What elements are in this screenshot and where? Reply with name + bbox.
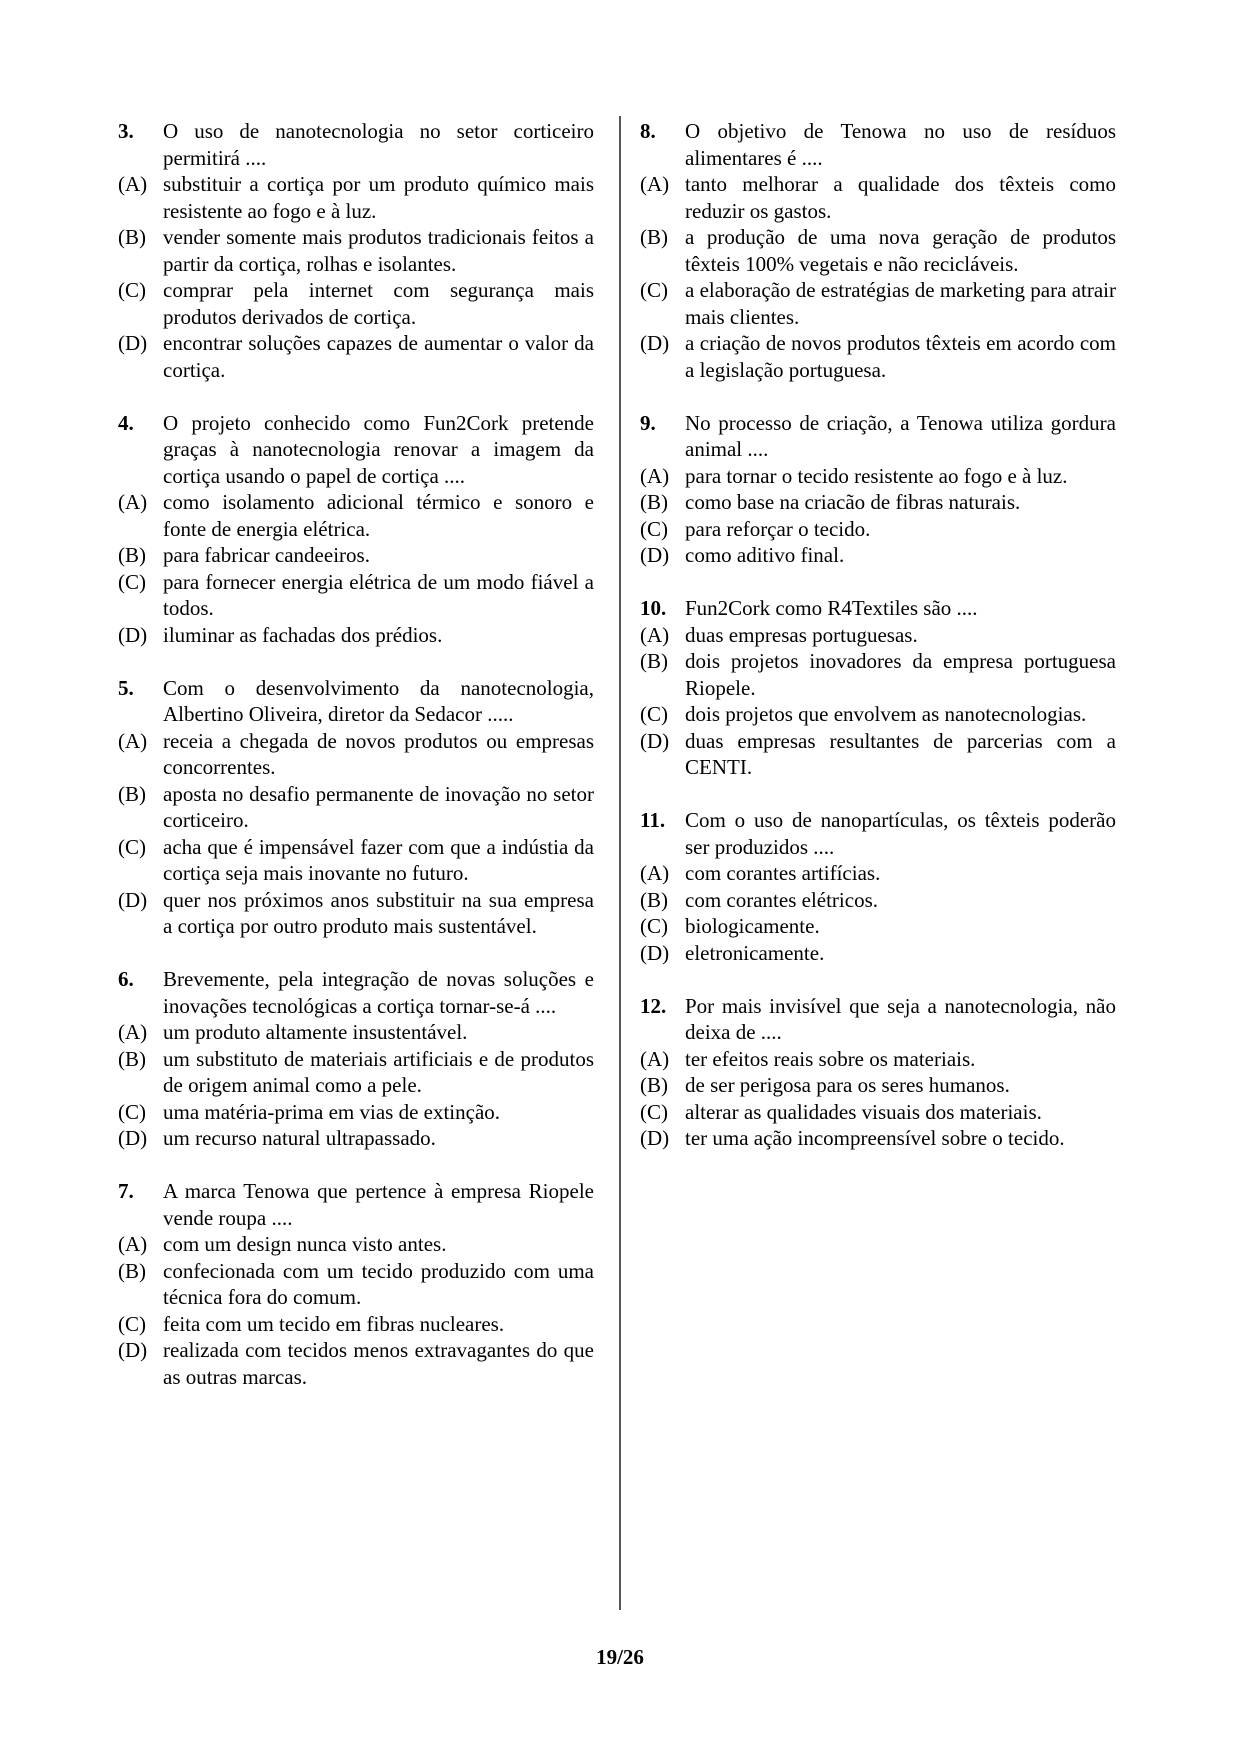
option-letter: (C) [640, 1099, 668, 1124]
answer-option [118, 489, 594, 542]
option-letter: (B) [640, 649, 668, 673]
answer-option [118, 781, 594, 834]
question-text: Com o uso de nanopartículas, os têxteis poderão ser produzidos .... [685, 808, 1116, 859]
option-text: realizada com tecidos menos extravagantes do que as outras marcas. [163, 1338, 594, 1389]
question-text: O uso de nanotecnologia no setor corticeiro permitirá .... [163, 119, 594, 170]
option-text: substituir a cortiça por um produto químico mais resistente ao fogo e à luz. [163, 172, 594, 223]
option-text: quer nos próximos anos substituir na sua empresa a cortiça por outro produto mais sustentável. [163, 887, 594, 938]
answer-option [640, 701, 1116, 728]
option-text: encontrar soluções capazes de aumentar o valor da cortiça. [163, 331, 594, 382]
option-text: duas empresas resultantes de parcerias com a CENTI. [685, 728, 1116, 779]
option-text: como base na criacão de fibras naturais. [685, 490, 1021, 514]
option-letter: (D) [640, 543, 670, 567]
answer-option [640, 913, 1116, 940]
question-number: 3. [118, 119, 134, 143]
option-letter: (D) [640, 728, 670, 753]
question-6 [118, 966, 594, 1152]
question-number: 6. [118, 967, 134, 991]
question-text: O projeto conhecido como Fun2Cork pretende graças à nanotecnologia renovar a imagem da cortiça usando o papel de cortiça .... [163, 410, 594, 488]
option-text: eletronicamente. [685, 940, 825, 965]
option-letter: (B) [640, 490, 668, 514]
question-number: 9. [640, 410, 656, 435]
option-text: a elaboração de estratégias de marketing para atrair mais clientes. [685, 278, 1116, 329]
answer-option [118, 171, 594, 224]
option-text: com corantes artifícias. [685, 861, 881, 885]
option-text: receia a chegada de novos produtos ou empresas concorrentes. [163, 728, 594, 779]
option-letter: (B) [640, 887, 668, 912]
answer-option [640, 648, 1116, 701]
answer-option [118, 277, 594, 330]
option-letter: (A) [118, 728, 148, 753]
option-letter: (C) [640, 516, 668, 541]
answer-option [640, 224, 1116, 277]
answer-option [640, 277, 1116, 330]
option-letter: (A) [640, 463, 670, 488]
option-letter: (B) [118, 543, 146, 567]
question-text: Com o desenvolvimento da nanotecnologia, Albertino Oliveira, diretor da Sedacor ..... [163, 675, 594, 726]
option-text: acha que é impensável fazer com que a indústia da cortiça seja mais inovante no futuro. [163, 834, 594, 885]
question-3 [118, 118, 594, 383]
answer-option [640, 1072, 1116, 1099]
option-text: confecionada com um tecido produzido com uma técnica fora do comum. [163, 1258, 594, 1309]
option-text: iluminar as fachadas dos prédios. [163, 622, 443, 647]
option-letter: (A) [118, 172, 148, 196]
option-letter: (A) [640, 622, 670, 647]
question-5 [118, 675, 594, 940]
page-number: 19/26 [596, 1645, 644, 1669]
answer-option [640, 1099, 1116, 1126]
answer-option [118, 1125, 594, 1152]
option-text: comprar pela internet com segurança mais produtos derivados de cortiça. [163, 278, 594, 329]
answer-option [118, 569, 594, 622]
answer-option [640, 489, 1116, 516]
option-letter: (C) [118, 834, 146, 859]
option-letter: (B) [640, 225, 668, 249]
question-text: Fun2Cork como R4Textiles são .... [685, 596, 978, 620]
answer-option [640, 940, 1116, 967]
option-letter: (A) [640, 1046, 670, 1071]
question-number: 10. [640, 596, 667, 620]
question-7 [118, 1178, 594, 1390]
option-letter: (D) [640, 331, 670, 355]
answer-option [118, 1099, 594, 1126]
question-number: 5. [118, 675, 134, 700]
option-letter: (A) [118, 490, 148, 514]
question-4 [118, 410, 594, 649]
option-text: ter efeitos reais sobre os materiais. [685, 1046, 976, 1071]
question-text: O objetivo de Tenowa no uso de resíduos alimentares é .... [685, 119, 1116, 170]
question-text: A marca Tenowa que pertence à empresa Riopele vende roupa .... [163, 1179, 594, 1230]
answer-option [640, 887, 1116, 914]
left-column [118, 118, 594, 1417]
answer-option [640, 542, 1116, 569]
answer-option [640, 728, 1116, 781]
answer-option [118, 1231, 594, 1258]
option-text: biologicamente. [685, 914, 820, 938]
answer-option [640, 860, 1116, 887]
option-text: como aditivo final. [685, 543, 845, 567]
answer-option [118, 887, 594, 940]
option-text: para fabricar candeeiros. [163, 543, 370, 567]
question-number: 4. [118, 410, 134, 435]
answer-option [118, 1337, 594, 1390]
option-letter: (B) [118, 1046, 146, 1071]
option-letter: (D) [640, 1126, 670, 1150]
question-9 [640, 410, 1116, 569]
option-text: um substituto de materiais artificiais e de produtos de origem animal como a pele. [163, 1046, 594, 1097]
option-text: com corantes elétricos. [685, 887, 878, 912]
answer-option [640, 1125, 1116, 1152]
answer-option [118, 1046, 594, 1099]
answer-option [640, 516, 1116, 543]
option-letter: (A) [118, 1232, 148, 1256]
question-11 [640, 807, 1116, 966]
answer-option [640, 463, 1116, 490]
question-8 [640, 118, 1116, 383]
option-letter: (D) [118, 331, 148, 355]
option-text: feita com um tecido em fibras nucleares. [163, 1311, 505, 1336]
answer-option [118, 622, 594, 649]
option-text: como isolamento adicional térmico e sonoro e fonte de energia elétrica. [163, 490, 594, 541]
option-letter: (D) [118, 887, 148, 912]
option-text: alterar as qualidades visuais dos materiais. [685, 1099, 1042, 1124]
option-text: um recurso natural ultrapassado. [163, 1126, 436, 1150]
option-text: vender somente mais produtos tradicionais feitos a partir da cortiça, rolhas e isolantes. [163, 225, 594, 276]
option-text: dois projetos inovadores da empresa portuguesa Riopele. [685, 649, 1116, 700]
right-column [640, 118, 1116, 1178]
option-text: de ser perigosa para os seres humanos. [685, 1073, 1010, 1097]
answer-option [118, 834, 594, 887]
answer-option [118, 224, 594, 277]
option-letter: (B) [118, 781, 146, 806]
option-text: a criação de novos produtos têxteis em acordo com a legislação portuguesa. [685, 331, 1116, 382]
question-12 [640, 993, 1116, 1152]
option-letter: (D) [640, 940, 670, 965]
option-letter: (A) [118, 1020, 148, 1044]
option-letter: (B) [118, 225, 146, 249]
answer-option [640, 171, 1116, 224]
option-letter: (C) [640, 914, 668, 938]
option-text: um produto altamente insustentável. [163, 1020, 468, 1044]
option-letter: (B) [640, 1073, 668, 1097]
option-letter: (C) [118, 278, 146, 302]
option-text: com um design nunca visto antes. [163, 1232, 447, 1256]
answer-option [640, 1046, 1116, 1073]
option-text: uma matéria-prima em vias de extinção. [163, 1099, 501, 1124]
answer-option [118, 728, 594, 781]
question-number: 12. [640, 993, 667, 1018]
option-letter: (D) [118, 1126, 148, 1150]
option-letter: (C) [118, 1311, 146, 1336]
option-letter: (B) [118, 1258, 146, 1283]
question-text: Brevemente, pela integração de novas soluções e inovações tecnológicas a cortiça tornar-se-á .... [163, 967, 594, 1018]
answer-option [640, 330, 1116, 383]
option-letter: (C) [640, 702, 668, 726]
option-text: dois projetos que envolvem as nanotecnologias. [685, 702, 1087, 726]
option-text: a produção de uma nova geração de produtos têxteis 100% vegetais e não recicláveis. [685, 225, 1116, 276]
answer-option [118, 1258, 594, 1311]
question-10 [640, 595, 1116, 781]
column-divider [619, 116, 621, 1610]
option-letter: (D) [118, 622, 148, 647]
question-number: 8. [640, 119, 656, 143]
answer-option [118, 1019, 594, 1046]
answer-option [118, 542, 594, 569]
option-text: ter uma ação incompreensível sobre o tecido. [685, 1126, 1065, 1150]
answer-option [118, 330, 594, 383]
option-text: para fornecer energia elétrica de um modo fiável a todos. [163, 569, 594, 620]
option-letter: (A) [640, 172, 670, 196]
option-letter: (A) [640, 861, 670, 885]
answer-option [118, 1311, 594, 1338]
option-text: para reforçar o tecido. [685, 516, 871, 541]
option-text: aposta no desafio permanente de inovação no setor corticeiro. [163, 781, 594, 832]
option-text: para tornar o tecido resistente ao fogo e à luz. [685, 463, 1068, 488]
question-text: Por mais invisível que seja a nanotecnologia, não deixa de .... [685, 993, 1116, 1044]
question-text: No processo de criação, a Tenowa utiliza gordura animal .... [685, 410, 1116, 461]
answer-option [640, 622, 1116, 649]
option-letter: (C) [118, 1099, 146, 1124]
option-text: duas empresas portuguesas. [685, 622, 918, 647]
question-number: 7. [118, 1179, 134, 1203]
option-letter: (D) [118, 1338, 148, 1362]
question-number: 11. [640, 808, 666, 832]
option-letter: (C) [640, 278, 668, 302]
option-text: tanto melhorar a qualidade dos têxteis como reduzir os gastos. [685, 172, 1116, 223]
option-letter: (C) [118, 569, 146, 594]
